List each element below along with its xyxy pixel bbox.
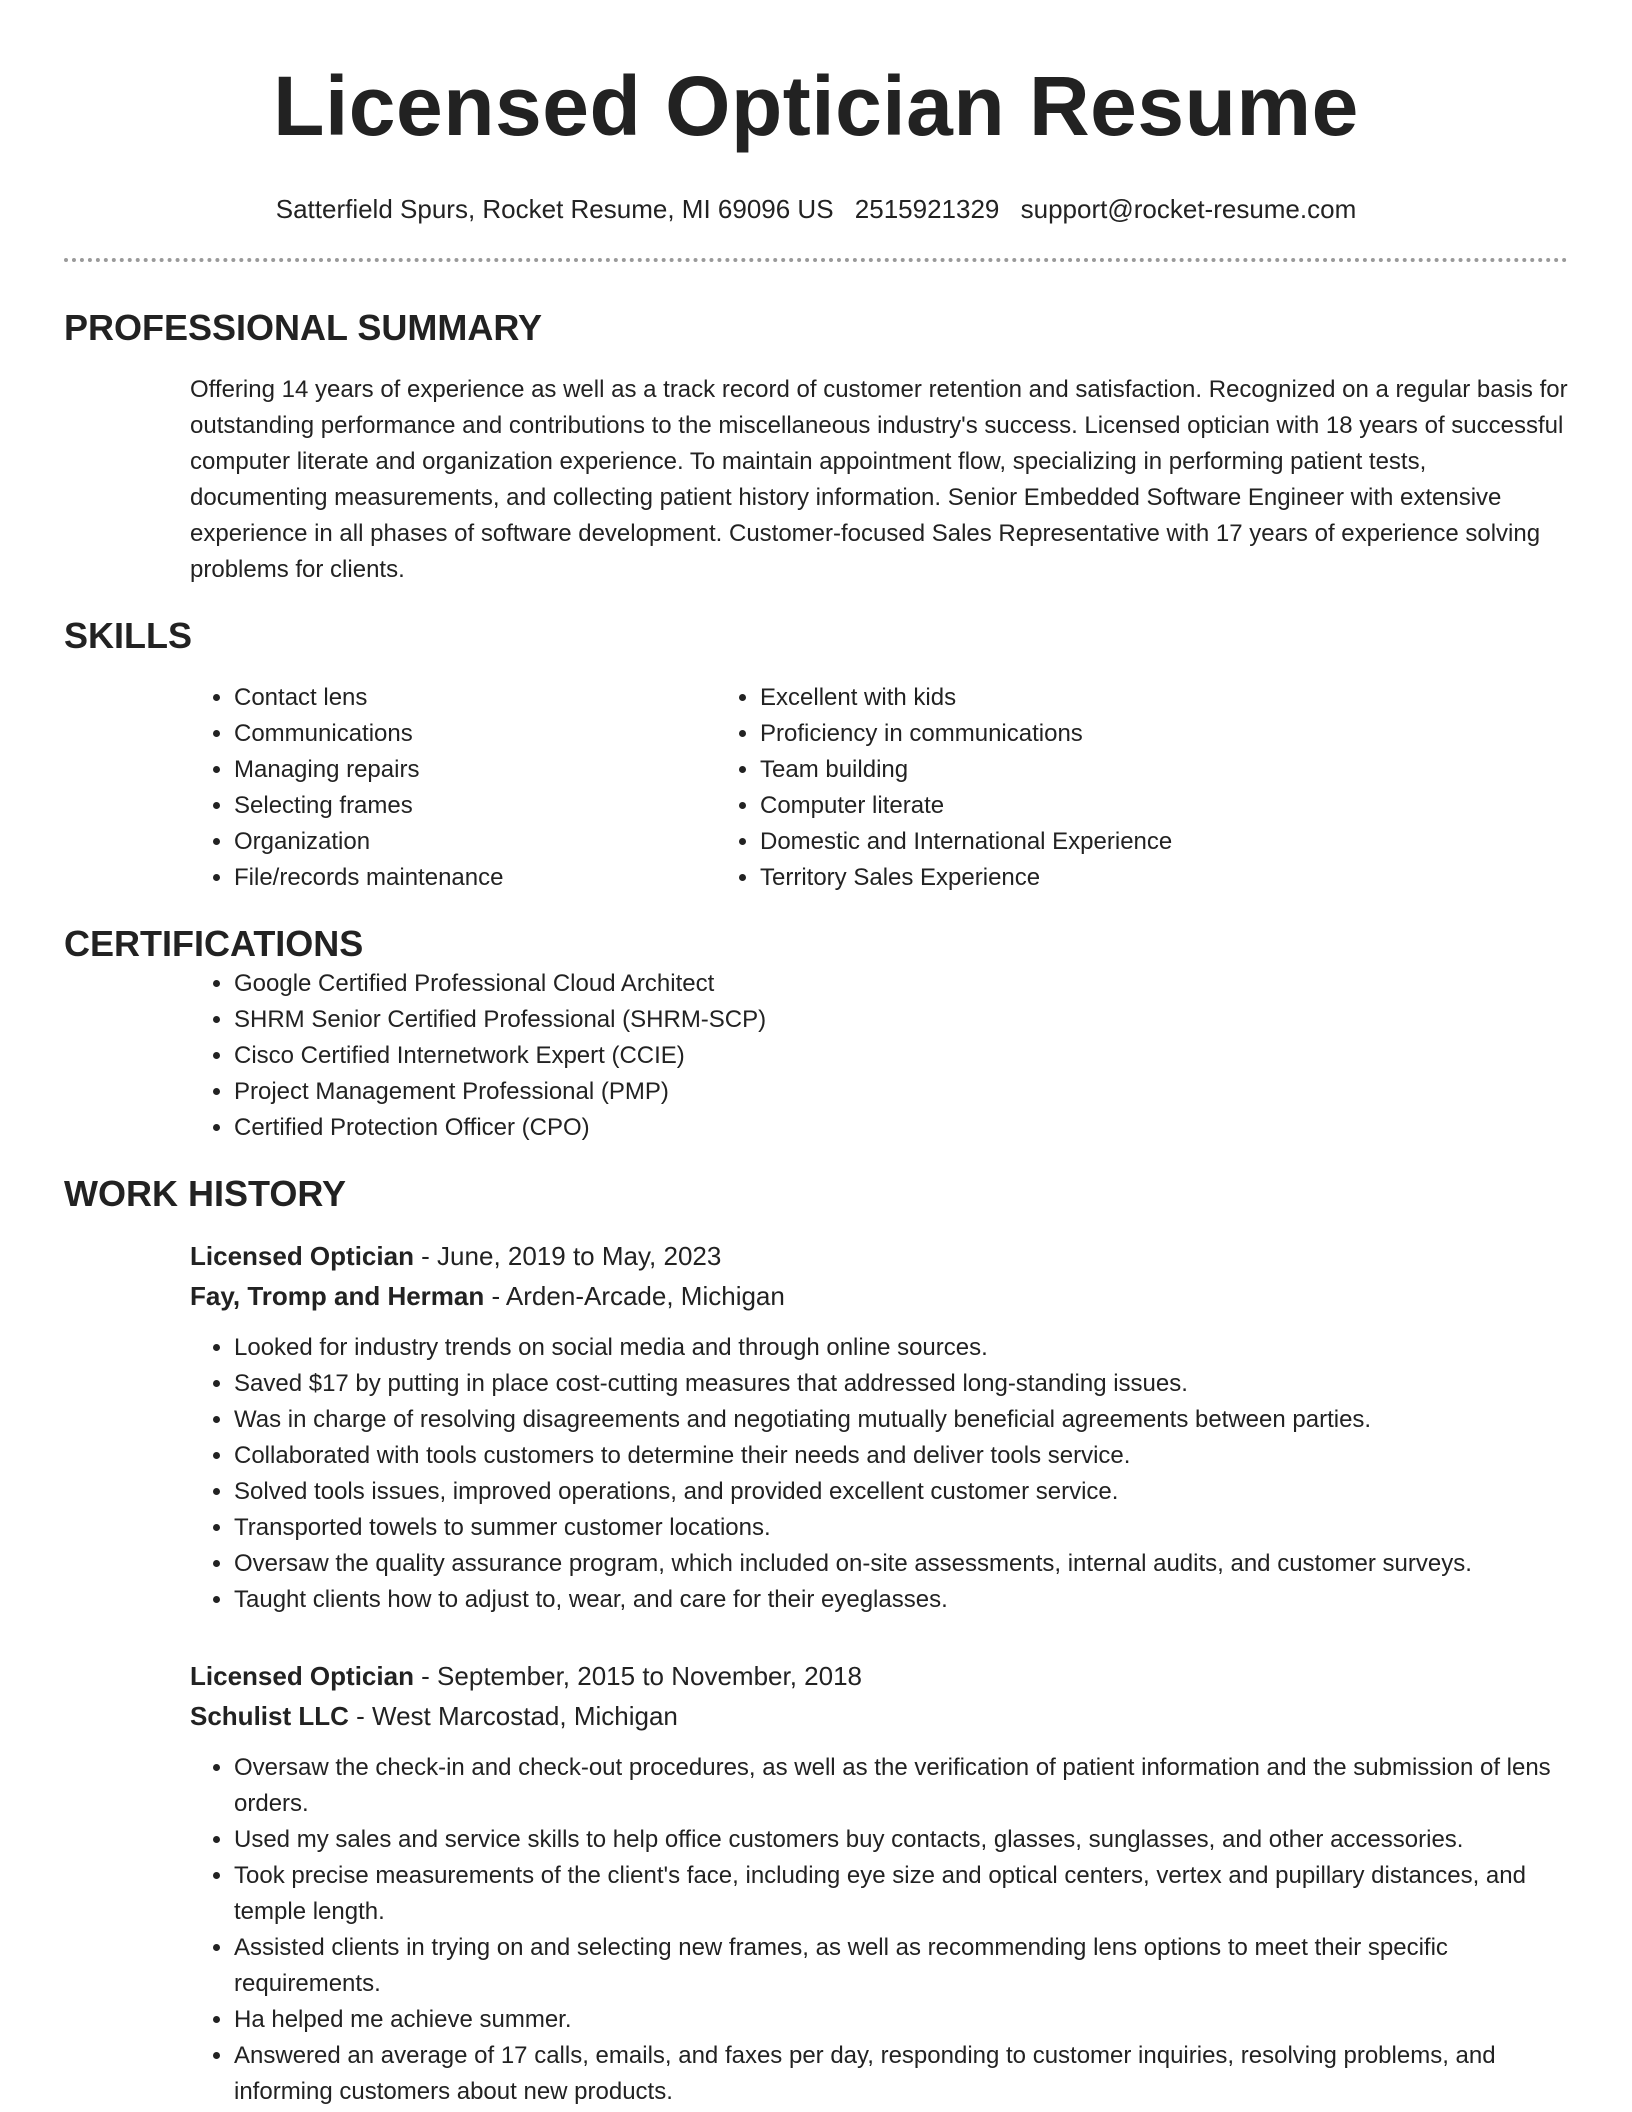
job-title-line bbox=[190, 1236, 1568, 1276]
skill-item: • Computer literate bbox=[760, 788, 1172, 824]
job-company-line bbox=[190, 1276, 1568, 1316]
job-entry bbox=[190, 1656, 1568, 2110]
certification-item: • Project Management Professional (PMP) bbox=[234, 1074, 1568, 1110]
job-company: Schulist LLC bbox=[190, 1701, 349, 1731]
certification-item: • Cisco Certified Internetwork Expert (CCIE) bbox=[234, 1038, 1568, 1074]
job-bullet: • Saved $17 by putting in place cost-cutting measures that addressed long-standing issues. bbox=[234, 1366, 1568, 1402]
skill-item: • File/records maintenance bbox=[234, 860, 744, 896]
resume-page bbox=[64, 0, 1568, 2110]
job-bullet: • Assisted clients in trying on and selecting new frames, as well as recommending lens options to meet their specific requirements. bbox=[234, 1930, 1568, 2002]
job-title: Licensed Optician bbox=[190, 1661, 414, 1691]
skills-columns bbox=[64, 680, 1568, 896]
job-location: - West Marcostad, Michigan bbox=[348, 1701, 678, 1731]
certifications-list bbox=[64, 966, 1568, 1146]
job-bullets bbox=[190, 1330, 1568, 1618]
skill-item: • Territory Sales Experience bbox=[760, 860, 1172, 896]
job-bullet: • Transported towels to summer customer locations. bbox=[234, 1510, 1568, 1546]
summary-heading: PROFESSIONAL SUMMARY bbox=[64, 307, 543, 348]
job-dates: - June, 2019 to May, 2023 bbox=[413, 1241, 722, 1271]
job-bullet: • Ha helped me achieve summer. bbox=[234, 2002, 1568, 2038]
job-bullet: • Used my sales and service skills to help office customers buy contacts, glasses, sunglasses, and other accessories. bbox=[234, 1822, 1568, 1858]
job-bullet: • Solved tools issues, improved operations, and provided excellent customer service. bbox=[234, 1474, 1568, 1510]
skill-item: • Proficiency in communications bbox=[760, 716, 1172, 752]
job-entry bbox=[190, 1236, 1568, 1618]
skill-item: • Contact lens bbox=[234, 680, 744, 716]
job-location: - Arden-Arcade, Michigan bbox=[484, 1281, 785, 1311]
resume-title: Licensed Optician Resume bbox=[273, 59, 1359, 153]
job-title: Licensed Optician bbox=[190, 1241, 414, 1271]
skills-list-right bbox=[744, 680, 1172, 896]
job-bullet: • Answered an average of 17 calls, emails, and faxes per day, responding to customer inquiries, resolving problems, and informing customers about new products. bbox=[234, 2038, 1568, 2110]
job-company-line bbox=[190, 1696, 1568, 1736]
skill-item: • Communications bbox=[234, 716, 744, 752]
skills-heading: SKILLS bbox=[64, 615, 193, 656]
job-bullet: • Collaborated with tools customers to determine their needs and deliver tools service. bbox=[234, 1438, 1568, 1474]
skills-list-left bbox=[64, 680, 744, 896]
job-bullet: • Oversaw the quality assurance program, which included on-site assessments, internal audits, and customer surveys. bbox=[234, 1546, 1568, 1582]
certification-item: • Certified Protection Officer (CPO) bbox=[234, 1110, 1568, 1146]
skill-item: • Domestic and International Experience bbox=[760, 824, 1172, 860]
certifications-heading: CERTIFICATIONS bbox=[64, 923, 364, 964]
skill-item: • Team building bbox=[760, 752, 1172, 788]
skill-item: • Excellent with kids bbox=[760, 680, 1172, 716]
job-bullets bbox=[190, 1750, 1568, 2110]
job-bullet: • Took precise measurements of the client's face, including eye size and optical centers, vertex and pupillary distances, and temple length. bbox=[234, 1858, 1568, 1930]
job-bullet: • Was in charge of resolving disagreements and negotiating mutually beneficial agreements between parties. bbox=[234, 1402, 1568, 1438]
contact-phone: 2515921329 bbox=[854, 194, 1000, 224]
skill-item: • Managing repairs bbox=[234, 752, 744, 788]
skill-item: • Organization bbox=[234, 824, 744, 860]
header-divider bbox=[64, 258, 1568, 262]
certification-item: • SHRM Senior Certified Professional (SHRM-SCP) bbox=[234, 1002, 1568, 1038]
contact-address: Satterfield Spurs, Rocket Resume, MI 69096 US bbox=[275, 194, 834, 224]
certification-item: • Google Certified Professional Cloud Architect bbox=[234, 966, 1568, 1002]
job-bullet: • Looked for industry trends on social media and through online sources. bbox=[234, 1330, 1568, 1366]
job-dates: - September, 2015 to November, 2018 bbox=[413, 1661, 863, 1691]
summary-text: Offering 14 years of experience as well as a track record of customer retention and satisfaction. Recognized on a regular basis for outstanding performance and contributions to the miscellaneous industry's success. Licensed optician with 18 years of successful computer literate and organization experience. To maintain appointment flow, specializing in performing patient tests, documenting measurements, and collecting patient history information. Senior Embedded Software Engineer with extensive experience in all phases of software development. Customer-focused Sales Representative with 17 years of experience solving problems for clients. bbox=[190, 376, 1568, 583]
contact-email: support@rocket-resume.com bbox=[1020, 194, 1357, 224]
job-company: Fay, Tromp and Herman bbox=[190, 1281, 485, 1311]
skill-item: • Selecting frames bbox=[234, 788, 744, 824]
contact-line bbox=[64, 192, 1568, 226]
job-title-line bbox=[190, 1656, 1568, 1696]
job-bullet: • Taught clients how to adjust to, wear, and care for their eyeglasses. bbox=[234, 1582, 1568, 1618]
job-bullet: • Oversaw the check-in and check-out procedures, as well as the verification of patient information and the submission of lens orders. bbox=[234, 1750, 1568, 1822]
work-history-heading: WORK HISTORY bbox=[64, 1173, 347, 1214]
